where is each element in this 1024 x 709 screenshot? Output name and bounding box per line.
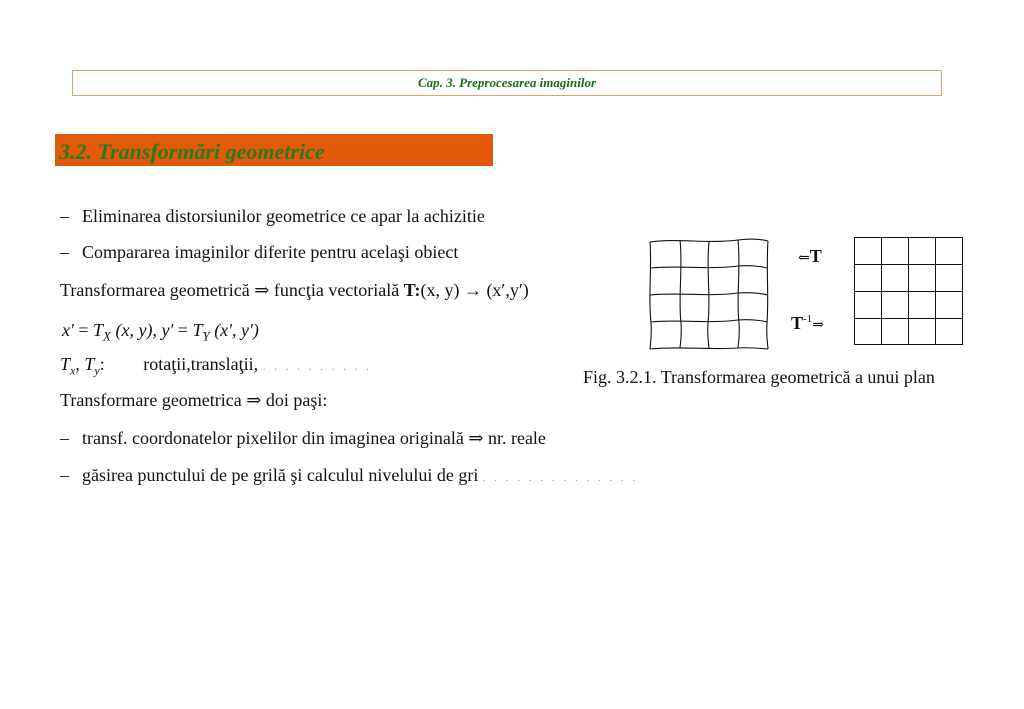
- section-title: 3.2. Transformări geometrice: [59, 139, 325, 164]
- tx-ty-line: [60, 353, 372, 382]
- tx-symbol: T: [60, 354, 71, 374]
- ty-symbol: T: [84, 354, 95, 374]
- bullet-dash: –: [60, 465, 69, 485]
- eq-lhs-x: x': [62, 320, 74, 340]
- distorted-grid-line: [650, 239, 768, 242]
- eq-t: T: [93, 320, 104, 340]
- regular-grid: [854, 237, 964, 345]
- chapter-title: Cap. 3. Preprocesarea imaginilor: [417, 75, 597, 90]
- step-1-text: transf. coordonatelor pixelilor din imaginea originală ⇒ nr. reale: [82, 428, 546, 448]
- chapter-header: [72, 70, 942, 96]
- eq-t: T: [192, 320, 203, 340]
- tx-ty-colon: :: [99, 354, 105, 374]
- distorted-grid-line: [651, 320, 767, 322]
- eq-lhs-y: y': [161, 320, 174, 340]
- distorted-grid-line: [738, 240, 739, 348]
- distorted-grid-line: [708, 242, 709, 349]
- bullet-dash: –: [60, 206, 69, 226]
- vector-function-text: Transformarea geometrică ⇒ funcţia vectorială: [60, 280, 404, 300]
- left-double-arrow-icon: ⇐: [798, 251, 810, 266]
- tx-ty-sep: ,: [75, 354, 85, 374]
- tx-sub: x: [70, 363, 76, 378]
- forward-transform-label: [798, 246, 822, 267]
- inverse-transform-label: [791, 313, 824, 334]
- eq-equals: =: [177, 320, 188, 340]
- step-2-faint: . . . . . . . . . . . . . .: [482, 472, 639, 484]
- vector-function-bold: T:: [403, 280, 421, 300]
- two-steps-line: Transformare geometrica ⇒ doi paşi:: [60, 390, 328, 410]
- eq-equals: =: [78, 320, 89, 340]
- transform-equation: [62, 319, 259, 348]
- bullet-text: Compararea imaginilor diferite pentru acelaşi obiect: [82, 242, 459, 262]
- step-1: [60, 427, 546, 449]
- ty-sub: y: [94, 363, 100, 378]
- distorted-grid: [648, 238, 770, 352]
- tx-ty-examples: rotaţii,translaţii,: [143, 354, 259, 374]
- distorted-grid-line: [651, 266, 767, 268]
- inverse-t: T: [791, 313, 804, 333]
- bullet-compare: [60, 241, 458, 263]
- bullet-distortion: [60, 205, 485, 227]
- eq-sub-y: Y: [202, 328, 210, 344]
- forward-t: T: [809, 246, 822, 266]
- eq-args-1: (x, y),: [115, 320, 157, 340]
- vector-function-line: [60, 279, 529, 301]
- step-2-text: găsirea punctului de pe grilă şi calculul nivelului de gri: [82, 465, 479, 485]
- bullet-dash: –: [60, 428, 69, 448]
- bullet-dash: –: [60, 242, 69, 262]
- inverse-sup: -1: [803, 313, 813, 325]
- bullet-text: Eliminarea distorsiunilor geometrice ce apar la achizitie: [82, 206, 485, 226]
- tx-ty-faint: . . . . . . . . . .: [262, 361, 372, 373]
- eq-sub-x: X: [103, 328, 111, 344]
- step-2: [60, 464, 638, 489]
- eq-args-2: (x', y'): [214, 320, 259, 340]
- right-double-arrow-icon: ⇒: [812, 318, 824, 333]
- distorted-grid-line: [650, 242, 651, 349]
- figure-caption: Fig. 3.2.1. Transformarea geometrică a unui plan: [583, 367, 935, 387]
- vector-function-rest: (x, y) → (x′,y′): [420, 280, 529, 300]
